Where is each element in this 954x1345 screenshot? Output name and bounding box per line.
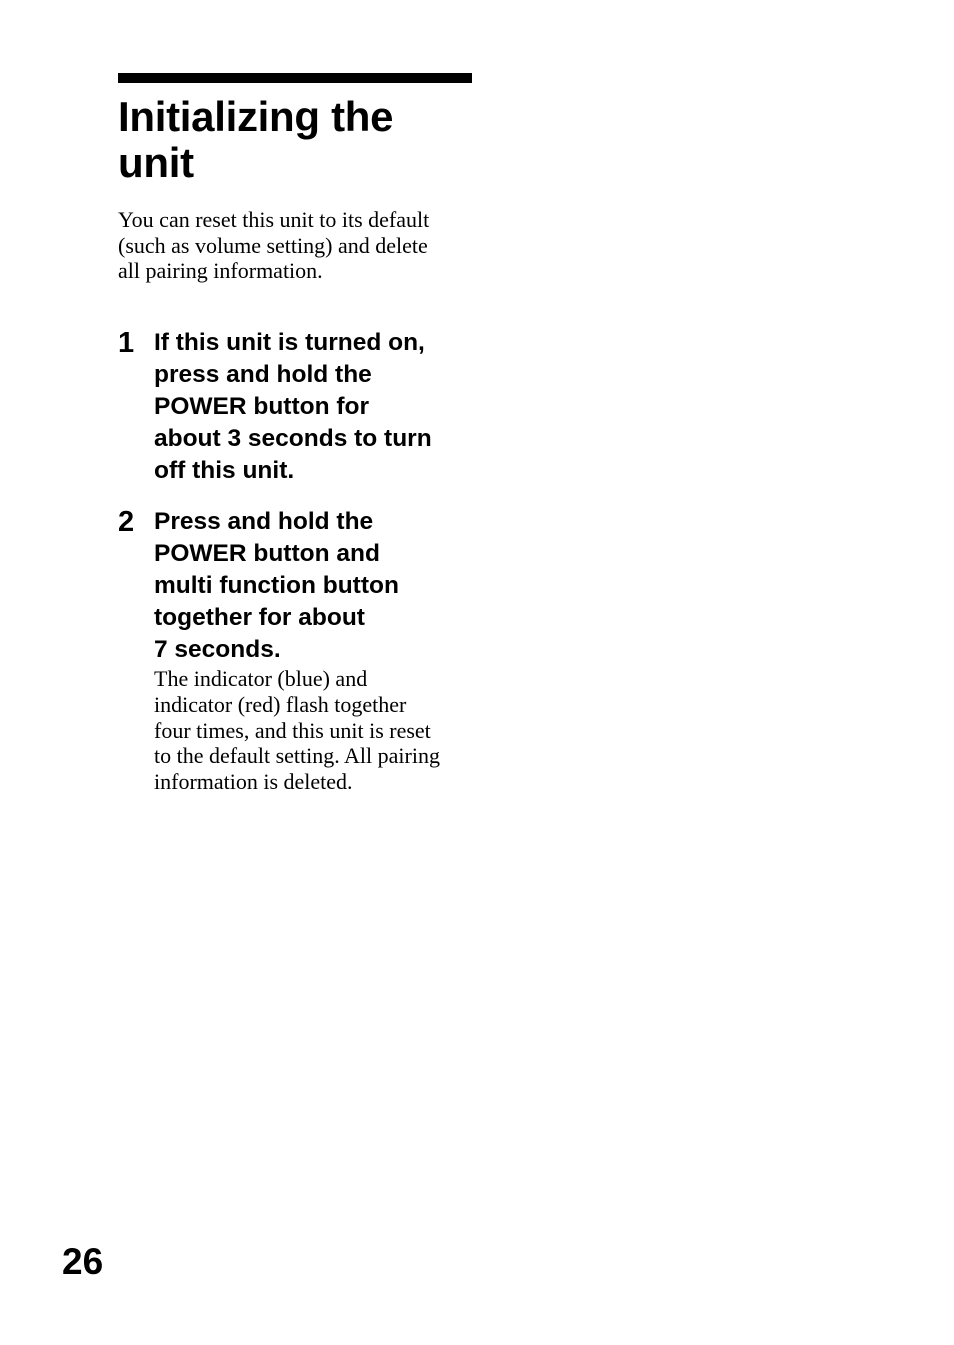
step-heading-line: POWER button and <box>154 540 380 567</box>
step-detail-line: four times, and this unit is reset <box>154 717 431 743</box>
step-heading <box>154 327 478 487</box>
step-number: 1 <box>118 327 135 359</box>
step-heading-line: Press and hold the <box>154 508 374 535</box>
step-number: 2 <box>118 506 135 538</box>
intro-line: You can reset this unit to its default <box>118 207 430 232</box>
step-detail-line: The indicator (blue) and <box>154 666 368 691</box>
step-detail-line: information is deleted. <box>154 769 353 795</box>
step-heading-line: off this unit. <box>154 457 295 484</box>
step-heading-line: about 3 seconds to turn <box>154 425 432 452</box>
title-line: Initializing the <box>118 93 394 140</box>
step-heading-line: If this unit is turned on, <box>154 329 425 356</box>
intro-line: all pairing information. <box>118 258 323 283</box>
step-detail <box>154 666 478 795</box>
step-heading-line: multi function button <box>154 572 399 599</box>
step-1 <box>118 327 478 487</box>
step-heading-line: POWER button for <box>154 393 370 420</box>
step-heading <box>154 506 478 666</box>
step-2 <box>118 506 478 795</box>
title-line: unit <box>118 139 194 186</box>
page-title <box>118 94 478 186</box>
step-heading-line: together for about <box>154 604 365 631</box>
step-detail-line: indicator (red) flash together <box>154 691 407 717</box>
intro-paragraph <box>118 207 478 284</box>
page-number: 26 <box>62 1241 104 1282</box>
step-heading-line: press and hold the <box>154 361 372 388</box>
step-heading-line: 7 seconds. <box>154 636 281 663</box>
step-detail-line: to the default setting. All pairing <box>154 743 440 769</box>
section-top-rule <box>118 73 472 83</box>
intro-line: (such as volume setting) and delete <box>118 232 428 258</box>
